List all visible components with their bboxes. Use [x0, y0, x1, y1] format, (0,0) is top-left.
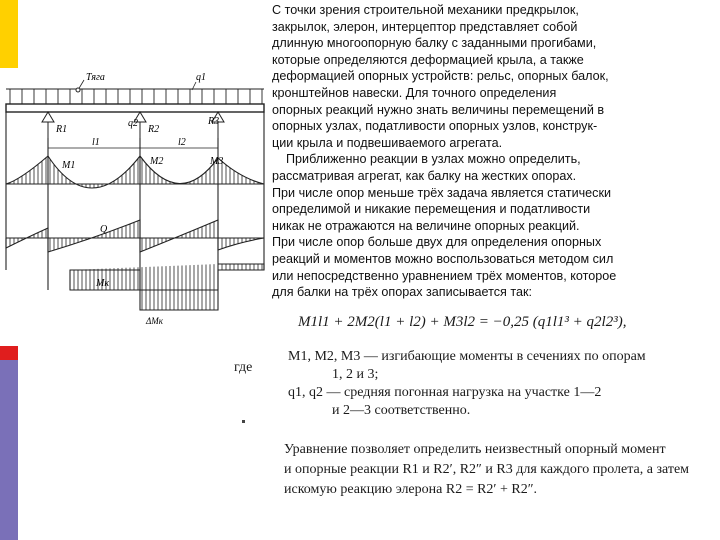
label-Q: Q: [100, 224, 108, 235]
intro-line: деформацией опорных устройств: рельс, опорных балок,: [272, 69, 609, 84]
label-R1: R1: [56, 124, 68, 135]
load-arrows: [6, 89, 264, 104]
intro-line: которые определяются деформацией крыла, а также: [272, 52, 584, 67]
para2-line: реакций и моментов можно воспользоваться методом сил: [272, 251, 614, 266]
para2-line: или непосредственно уравнением трёх моментов, которое: [272, 268, 617, 283]
intro-text: [272, 2, 712, 301]
label-M1: M1: [62, 160, 76, 171]
accent-bar-yellow: [0, 0, 18, 68]
label-M2: M2: [150, 156, 164, 167]
accent-bar-purple: [0, 360, 18, 540]
three-moment-equation: M1l1 + 2M2(l1 + l2) + M3l2 = −0,25 (q1l1³ + q2l2³),: [298, 314, 627, 330]
intro-line: закрылок, элерон, интерцептор представляет собой: [272, 19, 578, 34]
label-M3: M3: [210, 156, 224, 167]
conclusion-line: и опорные реакции R1 и R2′, R2″ и R3 для каждого пролета, а затем: [284, 462, 690, 477]
label-l1: l1: [92, 137, 100, 148]
intro-line: С точки зрения строительной механики предкрылок,: [272, 3, 579, 17]
label-Mk: Mк: [96, 278, 110, 289]
beam-diagram: [0, 60, 280, 340]
label-q2: q2: [128, 118, 138, 129]
label-q1: q1: [196, 72, 206, 83]
label-R2: R2: [148, 124, 160, 135]
label-R3: R3: [208, 116, 220, 127]
definition-line: q1, q2 — средняя погонная нагрузка на участке 1—2: [288, 385, 602, 400]
where-label: где: [234, 360, 253, 375]
shear-diagram: [6, 220, 264, 252]
definition-line: и 2—3 соответственно.: [332, 403, 471, 418]
conclusion-line: искомую реакцию элерона R2 = R2′ + R2″.: [284, 482, 538, 497]
intro-line: длинную многоопорную балку с заданными прогибами,: [272, 36, 597, 51]
conclusion-line: Уравнение позволяет определить неизвестный опорный момент: [284, 442, 666, 457]
conclusion-text: [284, 440, 720, 500]
intro-line: опорных реакций нужно знать величины перемещений в: [272, 102, 605, 117]
moment-diagram: [6, 156, 264, 188]
span-dimensions: [48, 142, 218, 154]
para2-line: определимой и никакие перемещения и податливости: [272, 202, 591, 217]
diagram-frame: [6, 112, 264, 290]
label-tyaga: Тяга: [86, 72, 105, 83]
para2-line: При числе опор больше двух для определения опорных: [272, 235, 602, 250]
scan-speck: [242, 420, 245, 423]
scanned-formula-block: [234, 314, 714, 504]
para2-line: для балки на трёх опорах записывается так:: [272, 285, 532, 300]
intro-line: ции крыла и подвешиваемого агрегата.: [272, 135, 503, 150]
definition-line: M1, M2, M3 — изгибающие моменты в сечениях по опорам: [288, 349, 646, 364]
definition-line: 1, 2 и 3;: [332, 367, 379, 382]
label-dMk: ΔMк: [146, 316, 163, 326]
beam: [6, 104, 264, 112]
intro-line: кронштейнов навески. Для точного определения: [272, 85, 557, 100]
para2-line: никак не отражаются на величине опорных реакций.: [272, 218, 580, 233]
para2-line: Приближенно реакции в узлах можно определить,: [286, 152, 581, 167]
para2-line: При числе опор меньше трёх задача является статически: [272, 185, 612, 200]
definitions: [288, 348, 646, 420]
accent-bar-red: [0, 346, 18, 360]
para2-line: рассматривая агрегат, как балку на жестких опорах.: [272, 168, 577, 183]
label-l2: l2: [178, 137, 186, 148]
intro-line: опорных узлах, податливости опорных узлов, конструк-: [272, 119, 598, 134]
